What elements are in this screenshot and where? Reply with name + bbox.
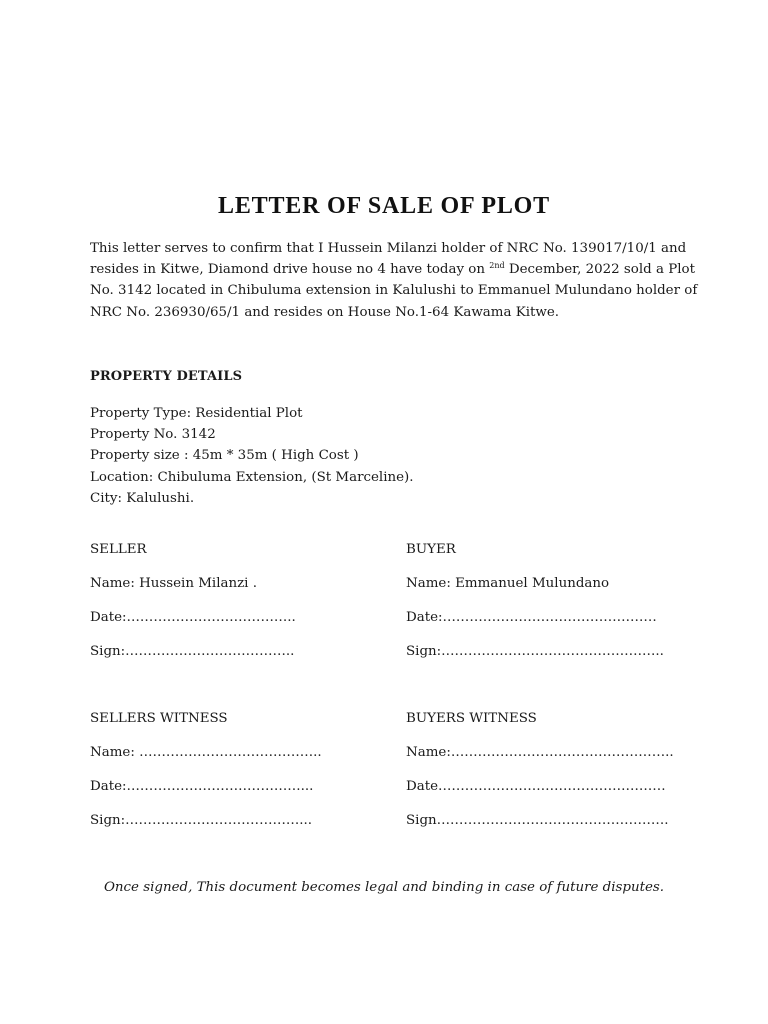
intro-line-part: resides in Kitwe, Diamond drive house no 4 have today on <box>90 262 490 278</box>
property-city: City: Kalulushi. <box>90 490 195 506</box>
property-size: Property size : 45m * 35m ( High Cost ) <box>90 448 359 464</box>
sellers-witness-date-line: Date:…………………………………... <box>90 779 314 794</box>
document-title: LETTER OF SALE OF PLOT <box>218 193 550 219</box>
intro-paragraph <box>90 238 698 323</box>
sellers-witness-sign-line: Sign:…………………………………... <box>90 813 313 828</box>
sellers-witness-heading: SELLERS WITNESS <box>90 711 228 726</box>
intro-line <box>90 259 695 280</box>
buyer-date-line: Date:………………………………………… <box>406 610 657 625</box>
buyers-witness-name-line: Name:………………………………………….. <box>406 745 674 760</box>
intro-line-part: December, 2022 sold a Plot <box>504 262 695 278</box>
seller-name: Name: Hussein Milanzi . <box>90 576 257 591</box>
intro-line: No. 3142 located in Chibuluma extension in Kalulushi to Emmanuel Mulundano holder of <box>90 283 698 299</box>
buyers-witness-sign-line: Sign……………………………………………. <box>406 813 669 828</box>
intro-line: This letter serves to confirm that I Hussein Milanzi holder of NRC No. 139017/10/1 and <box>90 241 687 256</box>
property-details-list <box>90 403 414 509</box>
seller-sign-line: Sign:……………………………….. <box>90 644 295 659</box>
intro-line: NRC No. 236930/65/1 and resides on House No.1-64 Kawama Kitwe. <box>90 304 560 320</box>
property-details-heading: PROPERTY DETAILS <box>90 369 243 384</box>
buyers-witness-heading: BUYERS WITNESS <box>406 711 537 726</box>
property-location: Location: Chibuluma Extension, (St Marceline). <box>90 469 414 485</box>
property-number: Property No. 3142 <box>90 427 216 443</box>
buyer-name: Name: Emmanuel Mulundano <box>406 576 610 591</box>
property-type: Property Type: Residential Plot <box>90 406 303 421</box>
seller-heading: SELLER <box>90 542 147 557</box>
legal-footer-note: Once signed, This document becomes legal and binding in case of future disputes. <box>103 880 665 895</box>
sellers-witness-name-line: Name: ………………………………….. <box>90 745 322 760</box>
buyer-sign-line: Sign:………………………………………….. <box>406 644 664 659</box>
buyer-heading: BUYER <box>406 542 456 557</box>
date-superscript: 2nd <box>489 261 505 271</box>
seller-date-line: Date:……………………………….. <box>90 610 296 625</box>
buyers-witness-date-line: Date…………………………………………… <box>406 779 666 794</box>
